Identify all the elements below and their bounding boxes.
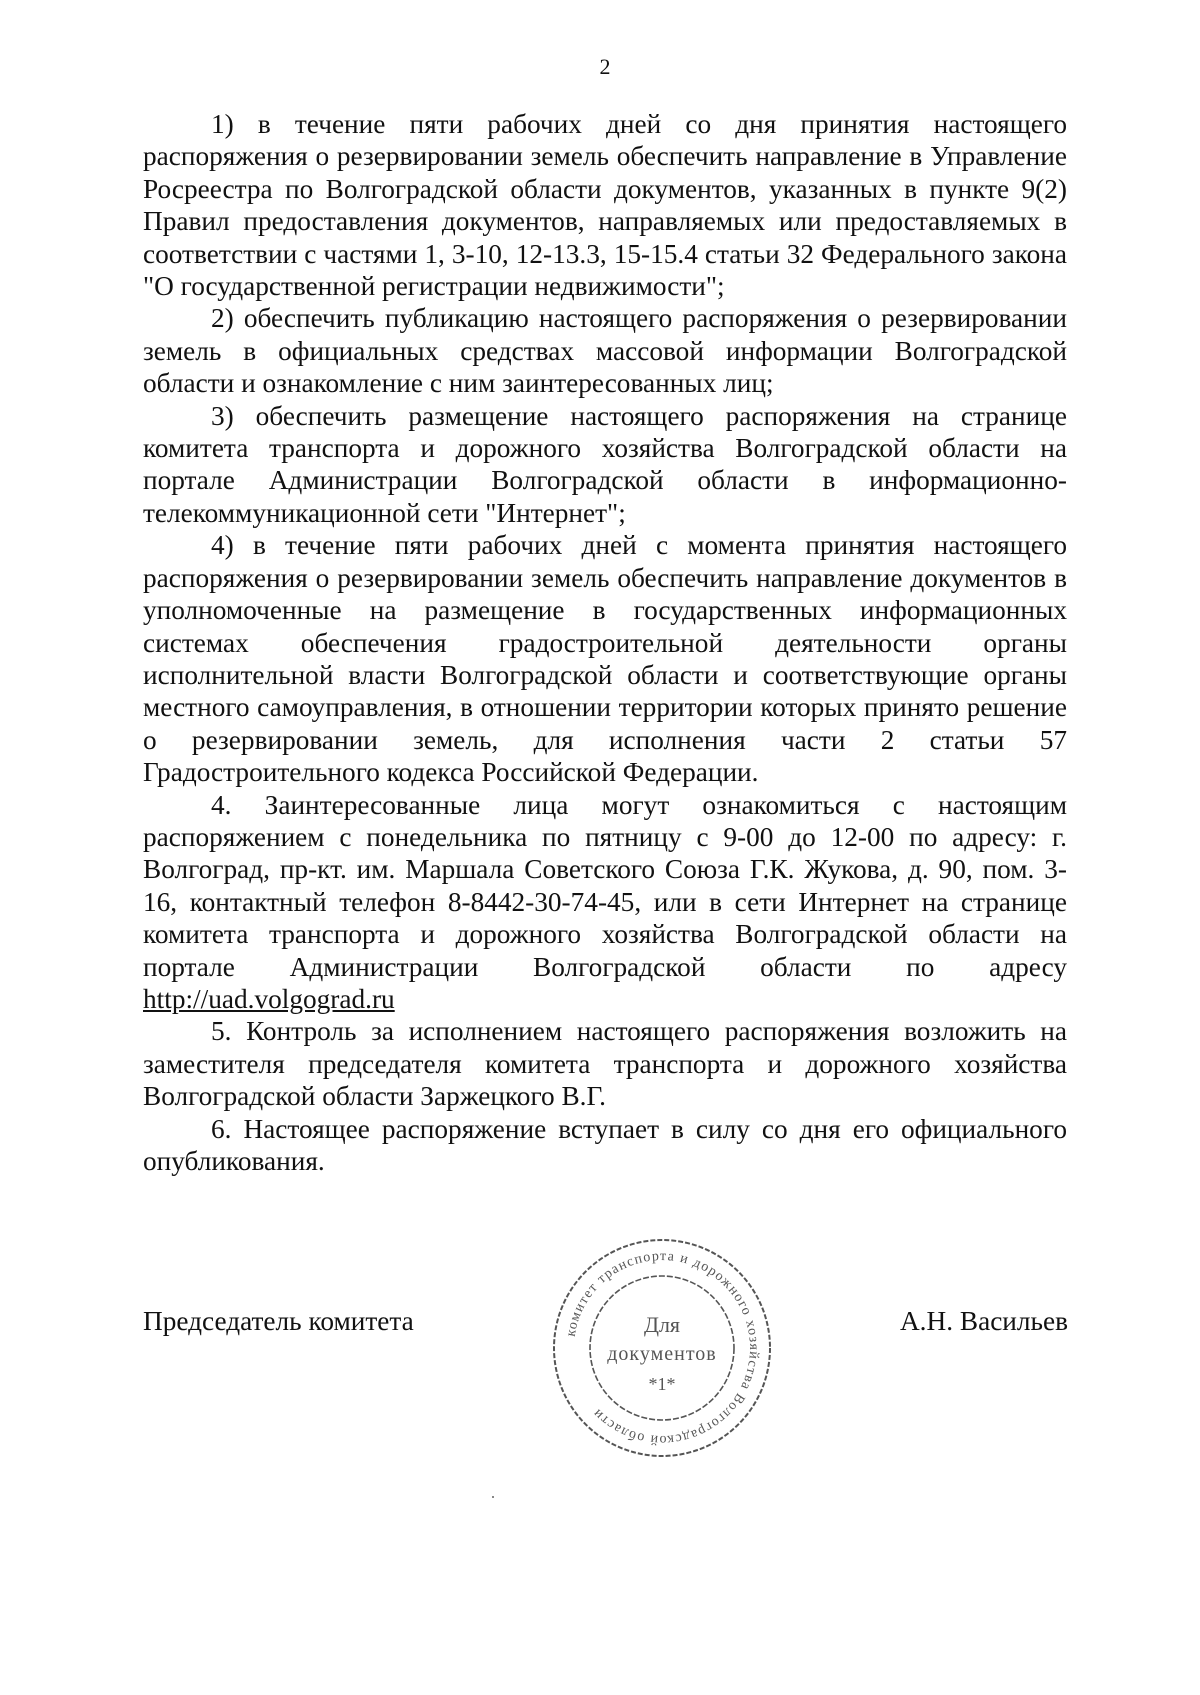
portal-link[interactable]: http://uad.volgograd.ru <box>143 983 395 1014</box>
page-number: 2 <box>599 54 611 79</box>
stamp-graphic <box>548 1234 776 1462</box>
official-stamp <box>548 1234 776 1462</box>
scan-dot <box>492 1496 494 1498</box>
paragraph-subitem-3: 3) обеспечить размещение настоящего распоряжения на странице комитета транспорта и дорожного хозяйства Волгоградской области на портале Администрации Волгоградской области в информационно-телекоммуникационной сети "Интернет"; <box>143 400 1067 528</box>
paragraph-item-4 <box>143 789 1067 1016</box>
paragraph-subitem-1: 1) в течение пяти рабочих дней со дня принятия настоящего распоряжения о резервировании земель обеспечить направление в Управление Росреестра по Волгоградской области документов, указанных в пункте 9(2) Правил предоставления документов, направляемых или предоставляемых в соответствии с частями 1, 3-10, 12-13.3, 15-15.4 статьи 32 Федерального закона "О государственной регистрации недвижимости"; <box>143 109 1067 302</box>
stamp-ring-text: комитет транспорта и дорожного хозяйства Волгоградской области <box>563 1248 762 1448</box>
paragraph-item-5: 5. Контроль за исполнением настоящего распоряжения возложить на заместителя председателя комитета транспорта и дорожного хозяйства Волгоградской области Заржецкого В.Г. <box>143 1016 1067 1112</box>
paragraph-subitem-2: 2) обеспечить публикацию настоящего распоряжения о резервировании земель в официальных средствах массовой информации Волгоградской области и ознакомление с ним заинтересованных лиц; <box>143 303 1067 399</box>
paragraph-subitem-4: 4) в течение пяти рабочих дней с момента принятия настоящего распоряжения о резервировании земель обеспечить направление документов в уполномоченные на размещение в государственных информационных системах обеспечения градостроительной деятельности органы исполнительной власти Волгоградской области и соответствующие органы местного самоуправления, в отношении территории которых принято решение о резервировании земель, для исполнения части 2 статьи 57 Градостроительного кодекса Российской Федерации. <box>143 530 1067 788</box>
signature-title: Председатель комитета <box>143 1306 414 1336</box>
stamp-center-line-2: документов <box>607 1343 717 1365</box>
signature-name: А.Н. Васильев <box>899 1306 1068 1336</box>
document-body <box>143 108 1067 1177</box>
item-4-text: 4. Заинтересованные лица могут ознакомиться с настоящим распоряжением с понедельника по пятницу с 9-00 до 12-00 по адресу: г. Волгоград, пр-кт. им. Маршала Советского Союза Г.К. Жукова, д. 90, пом. 3-16, контактный телефон 8-8442-30-74-45, или в сети Интернет на странице комитета транспорта и дорожного хозяйства Волгоградской области на портале Администрации Волгоградской области по адресу <box>143 789 1067 982</box>
stamp-center-line-1: Для <box>643 1312 681 1337</box>
stamp-center-line-3: *1* <box>648 1374 676 1394</box>
paragraph-item-6: 6. Настоящее распоряжение вступает в силу со дня его официального опубликования. <box>143 1113 1067 1176</box>
